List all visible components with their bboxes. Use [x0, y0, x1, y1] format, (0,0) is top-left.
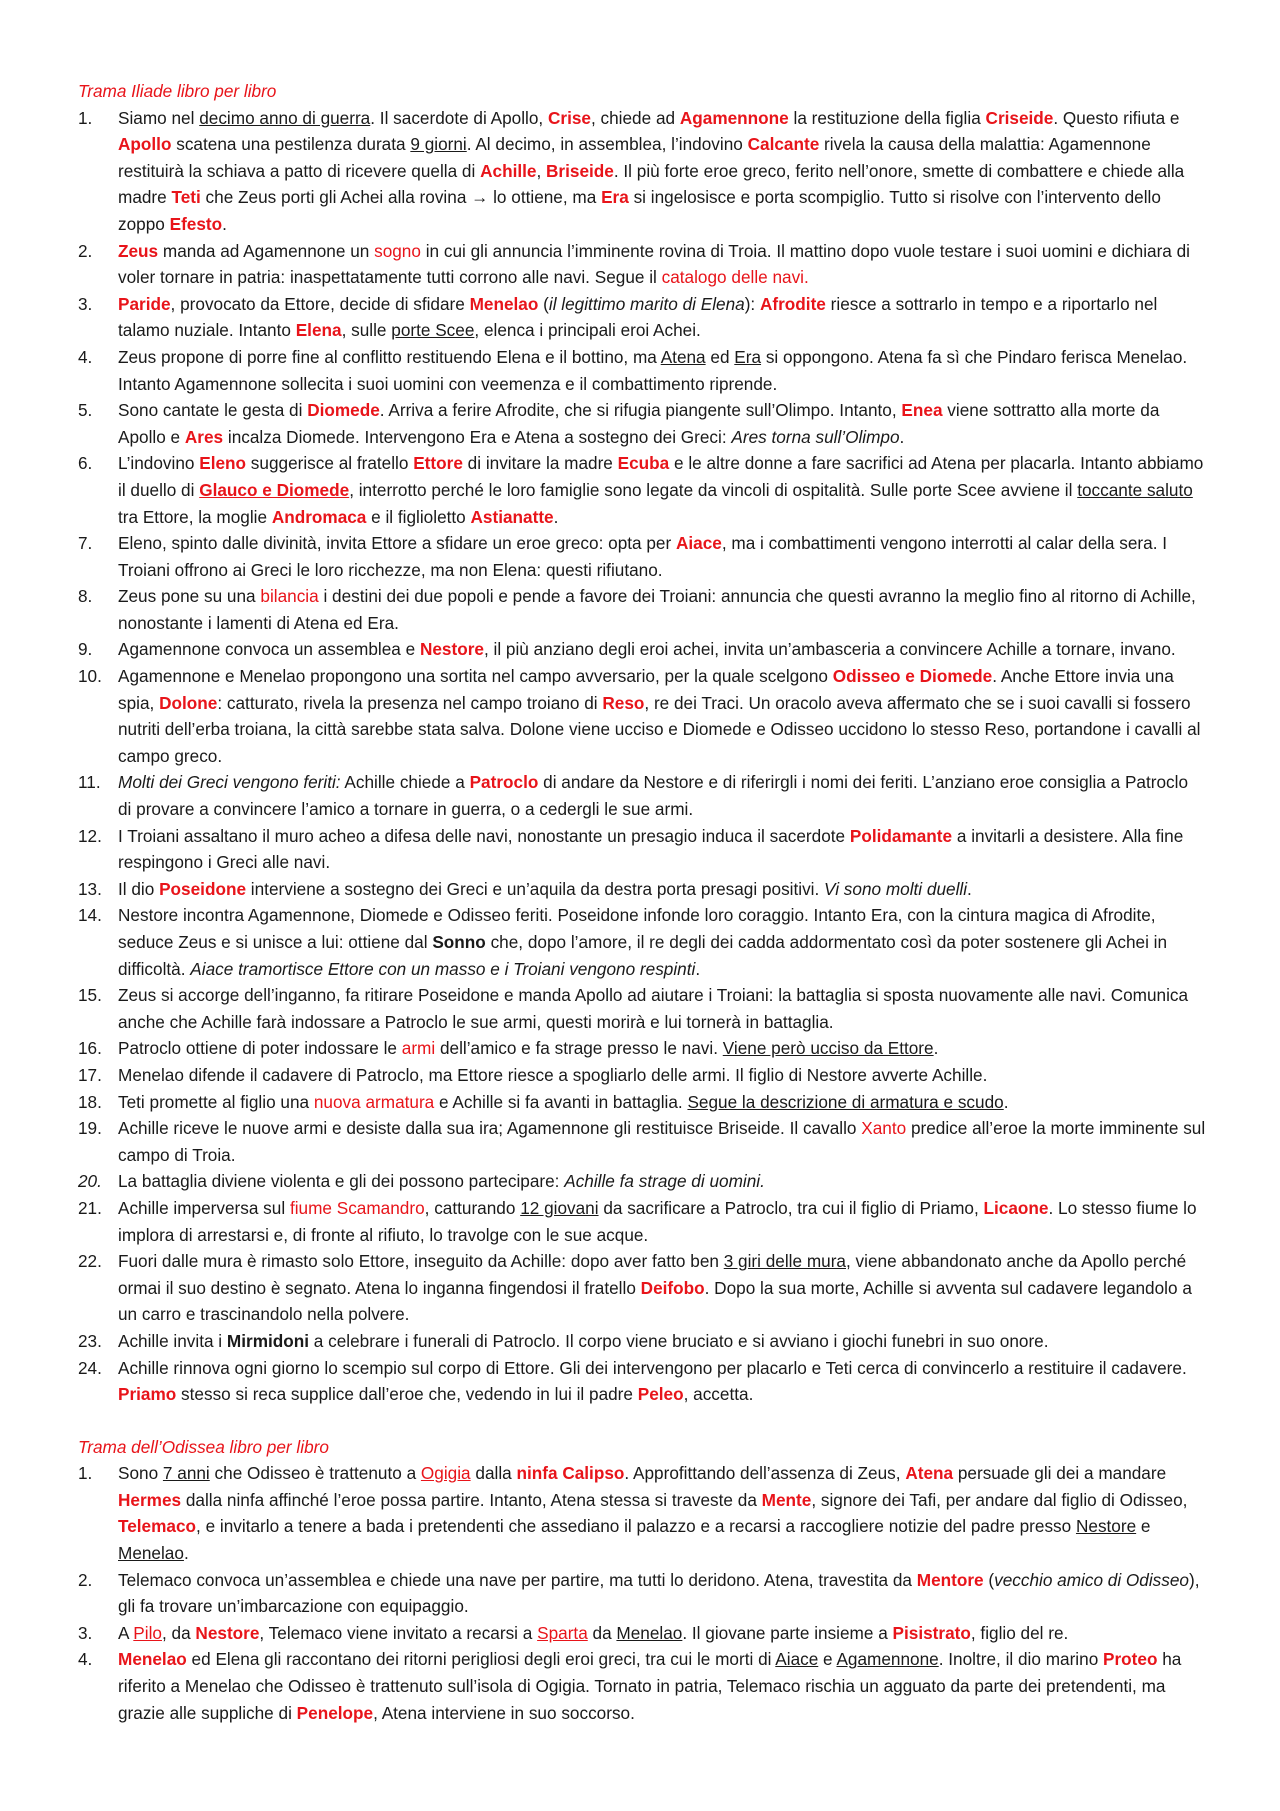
highlighted-text: toccante saluto: [1077, 479, 1193, 500]
iliade-book-item: [78, 397, 1206, 450]
highlighted-text: Ogigia: [420, 1463, 471, 1484]
summary-text: e le altre donne a fare sacrifici ad Atena per placarla. Intanto abbiamo il duello di: [118, 453, 1204, 500]
summary-text: , catturando: [424, 1197, 521, 1218]
book-number: 18.: [78, 1091, 102, 1112]
highlighted-text: Aiace: [675, 533, 722, 554]
iliade-book-item: [78, 769, 1206, 822]
highlighted-text: 3 giri delle mura: [723, 1251, 846, 1272]
iliade-book-item: [78, 291, 1206, 344]
summary-text: Zeus propone di porre fine al conflitto restituendo Elena e il bottino, ma: [118, 346, 661, 367]
summary-text: suggerisce al fratello: [246, 453, 414, 474]
iliade-book-item: [78, 982, 1206, 1035]
highlighted-text: Era: [734, 346, 762, 367]
iliade-book-item: [78, 876, 1206, 903]
book-number: 5.: [78, 400, 93, 421]
iliade-book-item: [78, 1248, 1206, 1328]
book-number: 13.: [78, 878, 102, 899]
summary-text: interviene a sostegno dei Greci e un’aquila da destra porta presagi positivi.: [246, 878, 825, 899]
highlighted-text: 7 anni: [162, 1463, 210, 1484]
summary-text: dalla ninfa affinché l’eroe possa partire. Intanto, Atena stessa si traveste da: [181, 1489, 762, 1510]
summary-text: Menelao difende il cadavere di Patroclo, ma Ettore riesce a spogliarlo delle armi. Il figlio di Nestore avverte Achille.: [118, 1064, 988, 1085]
summary-text: Nestore incontra Agamennone, Diomede e Odisseo feriti. Poseidone infonde loro coraggio. Intanto Era, con la cintura magica di Afrodite, seduce Zeus e si unisce a lui: ottiene dal: [118, 905, 1156, 952]
highlighted-text: catalogo delle navi.: [661, 267, 809, 288]
highlighted-text: Odisseo e Diomede: [832, 666, 993, 687]
iliade-book-item: [78, 1195, 1206, 1248]
highlighted-text: Eleno: [199, 453, 247, 474]
iliade-book-item: [78, 105, 1206, 238]
summary-text: ed: [705, 346, 735, 367]
iliade-book-item: [78, 1062, 1206, 1089]
iliade-book-item: [78, 450, 1206, 530]
highlighted-text: Teti: [171, 187, 201, 208]
book-number: 15.: [78, 985, 102, 1006]
odissea-book-item: [78, 1646, 1206, 1726]
highlighted-text: ninfa Calipso: [516, 1463, 625, 1484]
summary-text: dalla: [470, 1463, 517, 1484]
summary-text: predice all’eroe la morte imminente sul campo di Troia.: [118, 1118, 1206, 1165]
summary-text: che Odisseo è trattenuto a: [209, 1463, 421, 1484]
highlighted-text: Nestore: [1075, 1516, 1137, 1537]
highlighted-text: Peleo: [637, 1384, 684, 1405]
highlighted-text: Xanto: [861, 1118, 907, 1139]
highlighted-text: Zeus: [118, 240, 159, 261]
highlighted-text: Menelao: [469, 293, 539, 314]
summary-text: . Inoltre, il dio marino: [938, 1649, 1104, 1670]
highlighted-text: Segue la descrizione di armatura e scudo: [687, 1091, 1004, 1112]
highlighted-text: 12 giovani: [520, 1197, 599, 1218]
summary-text: Agamennone e Menelao propongono una sortita nel campo avversario, per la quale scelgono: [118, 666, 833, 687]
iliade-book-item: [78, 823, 1206, 876]
highlighted-text: il legittimo marito di Elena: [548, 293, 745, 314]
highlighted-text: Sparta: [537, 1622, 588, 1643]
highlighted-text: Enea: [901, 400, 943, 421]
highlighted-text: Polidamante: [849, 825, 953, 846]
summary-text: , ma i combattimenti vengono interrotti al calar della sera. I Troiani offrono ai Greci le loro ricchezze, ma non Elena: questi rifiutano.: [118, 533, 1168, 580]
summary-text: da: [587, 1622, 617, 1643]
summary-text: I Troiani assaltano il muro acheo a difesa delle navi, nonostante un presagio induca il sacerdote: [118, 825, 850, 846]
highlighted-text: Criseide: [985, 107, 1054, 128]
highlighted-text: Telemaco: [118, 1516, 197, 1537]
odissea-section-title: Trama dell’Odissea libro per libro: [78, 1436, 329, 1457]
highlighted-text: Apollo: [118, 134, 172, 155]
summary-text: che, dopo l’amore, il re degli dei cadda addormentato così da poter sostenere gli Achei in difficoltà.: [118, 932, 1168, 979]
book-number: 8.: [78, 586, 93, 607]
summary-text: , figlio del re.: [970, 1622, 1069, 1643]
summary-text: .: [933, 1038, 939, 1059]
highlighted-text: Pisistrato: [892, 1622, 971, 1643]
summary-text: viene sottratto alla morte da Apollo e: [118, 400, 1160, 447]
highlighted-text: Calcante: [747, 134, 820, 155]
book-number: 14.: [78, 905, 102, 926]
highlighted-text: Era: [601, 187, 629, 208]
summary-text: , Atena interviene in suo soccorso.: [373, 1702, 635, 1723]
summary-text: Zeus si accorge dell’inganno, fa ritirare Poseidone e manda Apollo ad aiutare i Troiani: la battaglia si sposta nuovamente alle navi. Comunica anche che Achille farà indossare a Patroclo le sue armi, questi morirà e lui tornerà in battaglia.: [118, 985, 1189, 1032]
summary-text: Patroclo ottiene di poter indossare le: [118, 1038, 402, 1059]
highlighted-text: Aiace tramortisce Ettore con un masso e i Troiani vengono respinti: [190, 958, 696, 979]
iliade-book-item: [78, 530, 1206, 583]
highlighted-text: Afrodite: [759, 293, 826, 314]
summary-text: . Arriva a ferire Afrodite, che si rifugia piangente sull’Olimpo. Intanto,: [379, 400, 902, 421]
summary-text: L’indovino: [118, 453, 200, 474]
highlighted-text: sogno: [374, 240, 421, 261]
summary-text: Achille riceve le nuove armi e desiste dalla sua ira; Agamennone gli restituisce Briseide. Il cavallo: [118, 1118, 862, 1139]
summary-text: Achille imperversa sul: [118, 1197, 290, 1218]
book-number: 11.: [78, 772, 101, 793]
summary-text: . Al decimo, in assemblea, l’indovino: [466, 134, 748, 155]
summary-text: Il dio: [118, 878, 160, 899]
summary-text: La battaglia diviene violenta e gli dei possono partecipare:: [118, 1171, 565, 1192]
book-number: 1.: [78, 107, 93, 128]
summary-text: Achille rinnova ogni giorno lo scempio sul corpo di Ettore. Gli dei intervengono per placarlo e Teti cerca di convincerlo a restituire il cadavere.: [118, 1357, 1187, 1378]
summary-text: , signore dei Tafi, per andare dal figlio di Odisseo,: [811, 1489, 1188, 1510]
summary-text: . Dopo la sua morte, Achille si avventa sul cadavere legandolo a un carro e trascinandolo nella polvere.: [118, 1277, 1192, 1325]
iliade-book-item: [78, 1355, 1206, 1408]
summary-text: . Il giovane parte insieme a: [682, 1622, 893, 1643]
summary-text: in cui gli annuncia l’imminente rovina di Troia. Il mattino dopo vuole testare i suoi uomini e dichiara di voler tornare in patria: inaspettatamente tutti corrono alle navi. Segue il: [118, 240, 1191, 288]
book-number: 20.: [78, 1171, 102, 1192]
iliade-summary-list: [78, 105, 1206, 1408]
summary-text: scatena una pestilenza durata: [171, 134, 411, 155]
highlighted-text: Proteo: [1103, 1649, 1158, 1670]
highlighted-text: Patroclo: [469, 772, 539, 793]
summary-text: , viene abbandonato anche da Apollo perché ormai il suo destino è segnato. Atena lo inganna fingendosi il fratello: [118, 1251, 1187, 1298]
summary-text: da sacrificare a Patroclo, tra cui il figlio di Priamo,: [598, 1197, 984, 1218]
highlighted-text: Pilo: [133, 1622, 162, 1643]
book-number: 22.: [78, 1251, 102, 1272]
summary-text: ):: [744, 293, 760, 314]
book-number: 3.: [78, 1622, 93, 1643]
summary-text: . Lo stesso fiume lo implora di arrestarsi e, di fronte al rifiuto, lo travolge con le sue acque.: [118, 1197, 1197, 1245]
highlighted-text: bilancia: [260, 586, 319, 607]
summary-text: e il figlioletto: [366, 506, 471, 527]
summary-text: , il più anziano degli eroi achei, invita un’ambasceria a convincere Achille a tornare, invano.: [483, 639, 1176, 660]
highlighted-text: Reso: [602, 692, 645, 713]
highlighted-text: Nestore: [195, 1622, 260, 1643]
iliade-book-item: [78, 636, 1206, 663]
iliade-book-item: [78, 344, 1206, 397]
highlighted-text: Menelao: [118, 1543, 184, 1564]
summary-text: riesce a sottrarlo in tempo e a riportarlo nel talamo nuziale. Intanto: [118, 293, 1158, 341]
highlighted-text: Molti dei Greci vengono feriti:: [118, 772, 341, 793]
odissea-summary-list: [78, 1460, 1206, 1726]
highlighted-text: Mirmidoni: [226, 1330, 310, 1351]
highlighted-text: Achille fa strage di uomini.: [564, 1171, 765, 1192]
summary-text: stesso si reca supplice dall’eroe che, vedendo in lui il padre: [176, 1384, 638, 1405]
highlighted-text: Ettore: [413, 453, 463, 474]
odissea-book-item: [78, 1460, 1206, 1566]
summary-text: Sono: [118, 1463, 163, 1484]
summary-text: , re dei Traci. Un oracolo aveva affermato che se i suoi cavalli si fossero nutriti dell’erba troiana, la città sarebbe stata salva. Dolone viene ucciso e Diomede e Odisseo uccidono lo stesso Reso, portandone i cavalli al campo greco.: [118, 692, 1201, 766]
summary-text: , elenca i principali eroi Achei.: [474, 320, 701, 341]
summary-text: , interrotto perché le loro famiglie sono legate da vincoli di ospitalità. Sulle porte Scee avviene il: [349, 479, 1078, 500]
book-number: 6.: [78, 453, 93, 474]
iliade-book-item: [78, 238, 1206, 291]
highlighted-text: Briseide: [546, 160, 614, 181]
highlighted-text: Mentore: [916, 1569, 984, 1590]
highlighted-text: fiume Scamandro: [289, 1197, 425, 1218]
summary-text: , e invitarlo a tenere a bada i pretendenti che assediano il palazzo e a recarsi a raccogliere notizie del padre presso: [196, 1516, 1076, 1537]
highlighted-text: Atena: [905, 1463, 954, 1484]
iliade-book-item: [78, 1168, 1206, 1195]
highlighted-text: Diomede: [307, 400, 380, 421]
summary-text: Sono cantate le gesta di: [118, 400, 308, 421]
summary-text: incalza Diomede. Intervengono Era e Atena a sostegno dei Greci:: [223, 426, 732, 447]
summary-text: . Approfittando dell’assenza di Zeus,: [624, 1463, 906, 1484]
summary-text: Teti promette al figlio una: [118, 1091, 314, 1112]
highlighted-text: Efesto: [169, 213, 223, 234]
odissea-book-item: [78, 1567, 1206, 1620]
highlighted-text: Hermes: [118, 1489, 182, 1510]
summary-text: Fuori dalle mura è rimasto solo Ettore, inseguito da Achille: dopo aver fatto ben: [118, 1251, 724, 1272]
summary-text: e Achille si fa avanti in battaglia.: [434, 1091, 688, 1112]
summary-text: manda ad Agamennone un: [158, 240, 375, 261]
book-number: 9.: [78, 639, 93, 660]
summary-text: .: [222, 213, 227, 234]
summary-text: ha riferito a Menelao che Odisseo è trattenuto sull’isola di Ogigia. Tornato in patria, Telemaco rischia un agguato da parte dei pretendenti, ma grazie alle suppliche di: [118, 1649, 1182, 1723]
book-number: 23.: [78, 1330, 102, 1351]
book-number: 4.: [78, 346, 93, 367]
summary-text: la restituzione della figlia: [788, 107, 986, 128]
summary-text: rivela la causa della malattia: Agamennone restituirà la schiava a patto di ricevere quella di: [118, 134, 1151, 181]
highlighted-text: nuova armatura: [313, 1091, 435, 1112]
summary-text: i destini dei due popoli e pende a favore dei Troiani: annuncia che questi avranno la meglio fino al ritorno di Achille, nonostante i lamenti di Atena ed Era.: [118, 586, 1196, 633]
highlighted-text: Viene però ucciso da Ettore: [722, 1038, 934, 1059]
highlighted-text: Ares torna sull’Olimpo: [731, 426, 900, 447]
highlighted-text: Ares: [184, 426, 224, 447]
book-number: 12.: [78, 825, 102, 846]
summary-text: , Telemaco viene invitato a recarsi a: [259, 1622, 538, 1643]
summary-text: Telemaco convoca un’assemblea e chiede una nave per partire, ma tutti lo deridono. Atena, travestita da: [118, 1569, 917, 1590]
summary-text: Eleno, spinto dalle divinità, invita Ettore a sfidare un eroe greco: opta per: [118, 533, 676, 554]
summary-text: , chiede ad: [590, 107, 680, 128]
summary-text: Agamennone convoca un assemblea e: [118, 639, 420, 660]
highlighted-text: Atena: [660, 346, 706, 367]
summary-text: di invitare la madre: [462, 453, 618, 474]
summary-text: si ingelosisce e porta scompiglio. Tutto si risolve con l’intervento dello zoppo: [118, 187, 1161, 234]
highlighted-text: Dolone: [159, 692, 218, 713]
highlighted-text: Elena: [295, 320, 342, 341]
book-number: 3.: [78, 293, 93, 314]
summary-text: .: [967, 878, 972, 899]
summary-text: e: [818, 1649, 837, 1670]
highlighted-text: decimo anno di guerra: [199, 107, 371, 128]
odissea-book-item: [78, 1620, 1206, 1647]
highlighted-text: Paride: [118, 293, 171, 314]
iliade-book-item: [78, 1115, 1206, 1168]
summary-text: (: [983, 1569, 995, 1590]
summary-text: .: [183, 1543, 189, 1564]
document-page: [78, 78, 1206, 1726]
highlighted-text: Penelope: [296, 1702, 374, 1723]
summary-text: : catturato, rivela la presenza nel campo troiano di: [217, 692, 603, 713]
book-number: 2.: [78, 240, 93, 261]
iliade-book-item: [78, 583, 1206, 636]
summary-text: di andare da Nestore e di riferirgli i nomi dei feriti. L’anziano eroe consiglia a Patroclo di provare a convincere l’amico a tornare in guerra, o a cedergli le sue armi.: [118, 772, 1189, 820]
highlighted-text: Andromaca: [271, 506, 367, 527]
book-number: 1.: [78, 1463, 93, 1484]
book-number: 19.: [78, 1118, 102, 1139]
highlighted-text: Vi sono molti duelli: [824, 878, 968, 899]
highlighted-text: Aiace: [775, 1649, 819, 1670]
summary-text: .: [899, 426, 905, 447]
book-number: 4.: [78, 1649, 93, 1670]
summary-text: .: [553, 506, 559, 527]
book-number: 24.: [78, 1357, 102, 1378]
highlighted-text: Nestore: [419, 639, 484, 660]
book-number: 10.: [78, 666, 102, 687]
book-number: 17.: [78, 1064, 102, 1085]
summary-text: .: [1003, 1091, 1009, 1112]
highlighted-text: Menelao: [118, 1649, 187, 1670]
summary-text: che Zeus porti gli Achei alla rovina → lo ottiene, ma: [200, 187, 602, 208]
summary-text: Achille chiede a: [340, 772, 470, 793]
book-number: 21.: [78, 1197, 102, 1218]
summary-text: , da: [161, 1622, 196, 1643]
summary-text: . Questo rifiuta e: [1053, 107, 1180, 128]
highlighted-text: Crise: [547, 107, 591, 128]
iliade-book-item: [78, 1328, 1206, 1355]
summary-text: . Anche Ettore invia una spia,: [118, 666, 1174, 713]
iliade-book-item: [78, 663, 1206, 769]
summary-text: Siamo nel: [118, 107, 200, 128]
book-number: 2.: [78, 1569, 93, 1590]
summary-text: , sulle: [341, 320, 392, 341]
highlighted-text: Poseidone: [159, 878, 247, 899]
highlighted-text: Astianatte: [470, 506, 554, 527]
highlighted-text: Menelao: [616, 1622, 683, 1643]
highlighted-text: Ecuba: [617, 453, 670, 474]
summary-text: ed Elena gli raccontano dei ritorni perigliosi degli eroi greci, tra cui le morti di: [186, 1649, 776, 1670]
summary-text: si oppongono. Atena fa sì che Pindaro ferisca Menelao. Intanto Agamennone sollecita i suoi uomini con veemenza e il combattimento riprende.: [118, 346, 1188, 394]
highlighted-text: Deifobo: [640, 1277, 705, 1298]
highlighted-text: Priamo: [118, 1384, 177, 1405]
highlighted-text: Licaone: [983, 1197, 1049, 1218]
summary-text: , provocato da Ettore, decide di sfidare: [170, 293, 470, 314]
highlighted-text: Sonno: [432, 932, 486, 952]
highlighted-text: armi: [401, 1038, 436, 1059]
summary-text: ), gli fa trovare un’imbarcazione con equipaggio.: [118, 1569, 1200, 1617]
summary-text: e: [1136, 1516, 1151, 1537]
iliade-section-title: Trama Iliade libro per libro: [78, 81, 277, 101]
summary-text: Zeus pone su una: [118, 586, 261, 607]
highlighted-text: Achille: [480, 160, 537, 181]
highlighted-text: Mente: [761, 1489, 812, 1510]
book-number: 16.: [78, 1038, 102, 1059]
highlighted-text: Glauco e Diomede: [199, 479, 350, 500]
highlighted-text: Agamennone: [836, 1649, 939, 1670]
summary-text: a celebrare i funerali di Patroclo. Il corpo viene bruciato e si avviano i giochi funebri in suo onore.: [309, 1330, 1049, 1351]
book-number: 7.: [78, 533, 93, 554]
summary-text: , accetta.: [683, 1384, 754, 1405]
highlighted-text: Agamennone: [679, 107, 789, 128]
summary-text: a invitarli a desistere. Alla fine respingono i Greci alle navi.: [118, 825, 1184, 873]
summary-text: . Il più forte eroe greco, ferito nell’onore, smette di combattere e chiede alla madre: [118, 160, 1185, 208]
summary-text: persuade gli dei a mandare: [953, 1463, 1167, 1484]
highlighted-text: 9 giorni: [410, 134, 467, 155]
summary-text: tra Ettore, la moglie: [118, 506, 272, 527]
iliade-book-item: [78, 1035, 1206, 1062]
summary-text: Achille invita i: [118, 1330, 227, 1351]
summary-text: .: [695, 958, 701, 979]
summary-text: . Il sacerdote di Apollo,: [370, 107, 548, 128]
summary-text: (: [538, 293, 549, 314]
summary-text: dell’amico e fa strage presso le navi.: [435, 1038, 723, 1059]
summary-text: ,: [536, 160, 547, 181]
highlighted-text: porte Scee: [391, 320, 475, 341]
summary-text: A: [118, 1622, 134, 1643]
highlighted-text: vecchio amico di Odisseo: [994, 1569, 1189, 1590]
iliade-book-item: [78, 902, 1206, 982]
iliade-book-item: [78, 1089, 1206, 1116]
